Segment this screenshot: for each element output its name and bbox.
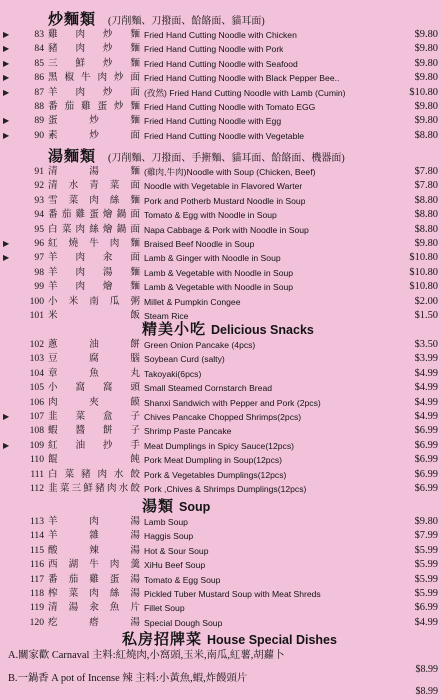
item-price: $4.99 (414, 382, 438, 394)
item-number: 95 (34, 223, 44, 235)
item-price: $9.80 (414, 516, 438, 527)
item-name-en: Napa Cabbage & Pork with Noodle in Soup (144, 224, 309, 235)
menu-item (0, 165, 442, 179)
marker-icon: ▶ (3, 412, 10, 421)
section-title-zh: 湯類 (142, 499, 175, 515)
marker-icon: ▶ (3, 73, 10, 83)
item-name-en: Braised Beef Noodle in Soup (144, 239, 255, 249)
section-title-zh: 炒麵類 (48, 12, 97, 28)
item-name-zh: 清 湯 麵 (48, 166, 140, 177)
item-number: 83 (34, 29, 44, 40)
item-name-zh: 羊 雜 湯 (48, 530, 140, 542)
item-name-en: Fried Hand Cutting Noodle with Egg (144, 116, 282, 127)
item-price: $7.80 (414, 180, 438, 192)
marker-icon: ▶ (3, 239, 10, 248)
menu-item (0, 129, 442, 143)
item-number: 96 (34, 238, 44, 249)
item-price: $3.99 (414, 353, 438, 365)
item-name-en: Pickled Tuber Mustard Soup with Meat Shreds (144, 589, 321, 599)
item-name-en: Pork Meat Dumpling in Soup(12pcs) (144, 455, 283, 466)
menu-item (0, 573, 442, 587)
menu-item (0, 544, 442, 558)
item-number: 94 (34, 209, 44, 221)
menu-item (0, 42, 442, 56)
menu-item (0, 468, 442, 482)
menu-item (0, 338, 442, 352)
item-price: $5.99 (414, 544, 438, 556)
item-name-en: Millet & Pumpkin Congee (144, 296, 241, 307)
menu-item (0, 529, 442, 543)
menu-item (0, 57, 442, 71)
item-price: $5.99 (414, 573, 438, 585)
section-header-soupnoodle (48, 145, 345, 163)
menu-item (0, 28, 442, 42)
item-price: $8.80 (414, 129, 438, 141)
section-title-en: Soup (179, 500, 211, 514)
special-dish-b-label: B.一鍋香 A pot of Incense 辣 主料:小黃魚,蝦,炸饅頭片 (8, 673, 248, 684)
menu-item (0, 179, 442, 193)
item-number: 98 (34, 266, 44, 278)
item-price: $10.80 (409, 266, 438, 278)
item-name-zh: 番茄雞蛋燴鍋面 (48, 209, 140, 221)
menu-item (0, 424, 442, 438)
marker-icon: ▶ (3, 440, 10, 450)
marker-icon: ▶ (3, 58, 10, 68)
menu-item (0, 381, 442, 395)
item-price: $4.99 (414, 367, 438, 379)
menu-item (0, 367, 442, 381)
menu-item (0, 601, 442, 615)
item-price: $6.99 (414, 468, 438, 480)
item-number: 102 (29, 339, 44, 350)
item-number: 105 (29, 382, 44, 394)
section-title-zh: 精美小吃 (142, 322, 207, 338)
item-number: 99 (34, 281, 44, 293)
item-price: $5.99 (414, 588, 438, 599)
item-price: $6.99 (414, 483, 438, 494)
menu-item (0, 453, 442, 467)
item-name-zh: 蛋 炒 麵 (48, 115, 140, 127)
item-name-zh: 豬 肉 炒 麵 (48, 43, 140, 55)
item-name-en: Hot & Sour Soup (144, 545, 209, 556)
item-name-zh: 清水青菜面 (48, 180, 140, 192)
item-price: $6.99 (414, 439, 438, 451)
menu-item (0, 100, 442, 114)
item-name-zh: 蝦 醬 餅 子 (48, 425, 140, 437)
item-price: $6.99 (414, 454, 438, 466)
item-name-zh: 雞 肉 炒 麵 (48, 29, 140, 40)
item-name-en: Lamb Soup (144, 517, 188, 527)
item-name-en: Shrimp Paste Pancake (144, 426, 232, 437)
item-name-zh: 酸 辣 湯 (48, 544, 140, 556)
item-number: 84 (34, 43, 44, 55)
item-name-en: Pork and Potherb Mustard Noodle in Soup (144, 195, 306, 206)
item-number: 97 (34, 252, 44, 264)
menu-item (0, 439, 442, 453)
item-number: 109 (29, 439, 44, 451)
marker-icon: ▶ (3, 130, 10, 140)
item-name-en: Fried Hand Cutting Noodle with Tomato EGG (144, 102, 316, 112)
item-price: $4.99 (414, 396, 438, 408)
menu-item (0, 86, 442, 100)
item-price: $9.80 (414, 43, 438, 55)
item-name-en: Fried Hand Cutting Noodle with Seafood (144, 58, 298, 69)
marker-icon: ▶ (3, 30, 10, 39)
item-name-zh: 羊 肉 汆 面 (48, 252, 140, 264)
item-name-en: Special Dough Soup (144, 617, 223, 628)
item-number: 115 (29, 544, 44, 556)
item-price: $7.99 (414, 530, 438, 542)
section-note: (刀削麵、刀撥面、餄餎面、貓耳面) (108, 16, 265, 27)
item-number: 89 (34, 115, 44, 127)
special-dish-a-price: $8.99 (415, 664, 438, 675)
item-price: $9.80 (414, 115, 438, 127)
item-name-zh: 三 鮮 炒 麵 (48, 57, 140, 69)
item-number: 93 (34, 194, 44, 206)
item-number: 117 (29, 573, 44, 585)
menu-item (0, 251, 442, 265)
item-name-en: Meat Dumplings in Spicy Sauce(12pcs) (144, 440, 294, 451)
item-name-en: Fillet Soup (144, 603, 185, 614)
marker-icon: ▶ (3, 87, 10, 97)
item-name-zh: 小 窩 窩 頭 (48, 382, 140, 394)
item-name-en: Soybean Curd (salty) (144, 354, 225, 365)
item-number: 90 (34, 129, 44, 141)
item-price: $9.80 (414, 72, 438, 84)
item-price: $10.80 (409, 281, 438, 293)
section-header-soup (142, 495, 210, 513)
special-dish-b-price: $8.99 (415, 686, 438, 697)
item-number: 110 (29, 454, 44, 466)
item-price: $6.99 (414, 602, 438, 614)
item-name-en: Tomato & Egg with Noodle in Soup (144, 210, 277, 221)
item-price: $2.00 (414, 295, 438, 307)
item-name-zh: 餛 飩 (48, 454, 140, 466)
item-number: 86 (34, 72, 44, 84)
item-name-en: Lamb & Vegetable with Noodle in Soup (144, 267, 294, 278)
menu-item (0, 223, 442, 237)
item-name-en: Takoyaki(6pcs) (144, 368, 202, 379)
menu-item (0, 482, 442, 496)
item-number: 108 (29, 425, 44, 437)
item-price: $6.99 (414, 425, 438, 437)
item-name-en: Green Onion Pancake (4pcs) (144, 340, 256, 350)
marker-icon: ▶ (3, 44, 10, 54)
item-price: $9.80 (414, 29, 438, 40)
item-name-en: Chives Pancake Chopped Shrimps(2pcs) (144, 412, 302, 422)
item-number: 119 (29, 602, 44, 614)
item-name-zh: 素 炒 面 (48, 129, 140, 141)
item-price: $9.80 (414, 57, 438, 69)
item-name-zh: 雪菜肉絲麵 (48, 194, 140, 206)
item-number: 104 (29, 367, 44, 379)
item-price: $3.50 (414, 339, 438, 350)
menu-item (0, 280, 442, 294)
section-header-fried (48, 8, 265, 26)
item-name-zh: 米 飯 (48, 310, 140, 321)
marker-icon: ▶ (3, 253, 10, 263)
menu-item (0, 410, 442, 424)
item-name-zh: 番茄雞蛋炒麵 (48, 101, 140, 112)
item-name-en: Steam Rice (144, 311, 189, 321)
item-number: 87 (34, 86, 44, 98)
item-number: 120 (29, 616, 44, 628)
marker-icon: ▶ (3, 116, 10, 126)
item-name-en: Pork & Vegetables Dumplings(12pcs) (144, 469, 287, 480)
item-name-en: Fried Hand Cutting Noodle with Vegetable (144, 130, 305, 141)
special-dish-a (8, 649, 285, 663)
item-name-en: Small Steamed Cornstarch Bread (144, 383, 273, 394)
item-price: $8.80 (414, 223, 438, 235)
item-name-zh: 白菜肉絲燴鍋面 (48, 223, 140, 235)
item-number: 91 (34, 166, 44, 177)
section-title-zh: 湯麵類 (48, 149, 97, 165)
menu-item (0, 352, 442, 366)
item-price: $10.80 (409, 252, 438, 264)
item-name-en: XiHu Beef Soup (144, 560, 206, 571)
item-number: 85 (34, 57, 44, 69)
item-price: $10.80 (409, 86, 438, 98)
item-name-zh: 疙 瘩 湯 (48, 616, 140, 628)
item-name-zh: 紅燒牛肉麵 (48, 238, 140, 249)
item-number: 100 (29, 295, 44, 307)
item-number: 106 (29, 396, 44, 408)
item-name-zh: 韭 菜 盒 子 (48, 411, 140, 422)
item-name-en: (雞肉,牛肉)Noodle with Soup (Chicken, Beef) (144, 167, 316, 177)
item-number: 88 (34, 101, 44, 112)
item-name-en: Haggis Soup (144, 531, 194, 542)
item-number: 114 (29, 530, 44, 542)
section-header-snacks (142, 318, 314, 336)
item-name-zh: 羊 肉 炒 面 (48, 86, 140, 98)
item-price: $5.99 (414, 559, 438, 571)
menu-item (0, 266, 442, 280)
item-name-en: Fried Hand Cutting Noodle with Black Pepper Bee.. (144, 73, 340, 84)
menu-item (0, 295, 442, 309)
menu-item (0, 396, 442, 410)
item-price: $7.80 (414, 166, 438, 177)
item-price: $8.80 (414, 209, 438, 221)
item-name-zh: 小米南瓜粥 (48, 295, 140, 307)
item-name-zh: 章 魚 丸 (48, 367, 140, 379)
item-name-en: Fried Hand Cutting Noodle with Pork (144, 44, 284, 55)
item-name-en: Fried Hand Cutting Noodle with Chicken (144, 30, 297, 40)
item-price: $4.99 (414, 411, 438, 422)
special-title-en: House Special Dishes (207, 633, 337, 647)
item-name-en: Lamb & Ginger with Noodle in Soup (144, 253, 281, 264)
item-name-zh: 白菜豬肉水餃 (48, 468, 140, 480)
item-name-zh: 韭菜三鮮豬肉水餃 (48, 483, 140, 494)
item-name-en: Shanxi Sandwich with Pepper and Pork (2pcs) (144, 397, 321, 408)
item-name-en: (孜然) Fried Hand Cutting Noodle with Lamb (Cumin) (144, 87, 346, 98)
menu-item (0, 114, 442, 128)
special-section-header (122, 628, 337, 646)
menu-item (0, 208, 442, 222)
item-name-zh: 黑椒牛肉炒面 (48, 72, 140, 84)
item-number: 101 (29, 310, 44, 321)
item-name-zh: 榨菜肉絲湯 (48, 588, 140, 599)
item-name-zh: 羊 肉 燴 麵 (48, 281, 140, 293)
item-name-en: Tomato & Egg Soup (144, 574, 221, 585)
item-name-zh: 紅 油 抄 手 (48, 439, 140, 451)
item-name-en: Noodle with Vegetable in Flavored Warter (144, 181, 303, 192)
item-price: $9.80 (414, 101, 438, 112)
menu-item (0, 558, 442, 572)
item-name-en: Lamb & Vegetable with Noodle in Soup (144, 282, 294, 293)
item-number: 113 (29, 516, 44, 527)
menu-item (0, 515, 442, 529)
menu-item (0, 587, 442, 601)
item-name-zh: 番茄雞蛋湯 (48, 573, 140, 585)
item-name-zh: 蔥 油 餅 (48, 339, 140, 350)
special-title-zh: 私房招牌菜 (122, 632, 203, 648)
item-name-zh: 肉 夾 饃 (48, 396, 140, 408)
item-number: 103 (29, 353, 44, 365)
section-title-en: Delicious Snacks (211, 323, 314, 337)
item-name-zh: 西湖牛肉羹 (48, 559, 140, 571)
special-dish-a-label: A.關家歡 Carnaval 主料:紅燒肉,小窩頭,玉米,南瓜,紅薯,胡蘿卜 (8, 650, 285, 661)
menu-item (0, 194, 442, 208)
item-name-zh: 羊 肉 湯 (48, 516, 140, 527)
section-note: (刀削麵、刀撥面、手搟麵、貓耳面、餄餎面、機器面) (108, 153, 345, 164)
menu-item (0, 71, 442, 85)
item-number: 107 (29, 411, 44, 422)
item-price: $4.99 (414, 616, 438, 628)
item-name-en: Pork ,Chives & Shrimps Dumplings(12pcs) (144, 484, 307, 494)
item-price: $1.50 (414, 310, 438, 321)
item-price: $8.80 (414, 194, 438, 206)
item-number: 92 (34, 180, 44, 192)
item-number: 118 (29, 588, 44, 599)
item-price: $9.80 (414, 238, 438, 249)
item-number: 111 (30, 468, 44, 480)
item-number: 112 (29, 483, 44, 494)
menu-item (0, 237, 442, 251)
special-dish-b (8, 672, 247, 686)
item-name-zh: 羊 肉 湯 麵 (48, 266, 140, 278)
item-number: 116 (29, 559, 44, 571)
item-name-zh: 清 湯 汆 魚 片 (48, 602, 140, 614)
item-name-zh: 豆 腐 腦 (48, 353, 140, 365)
